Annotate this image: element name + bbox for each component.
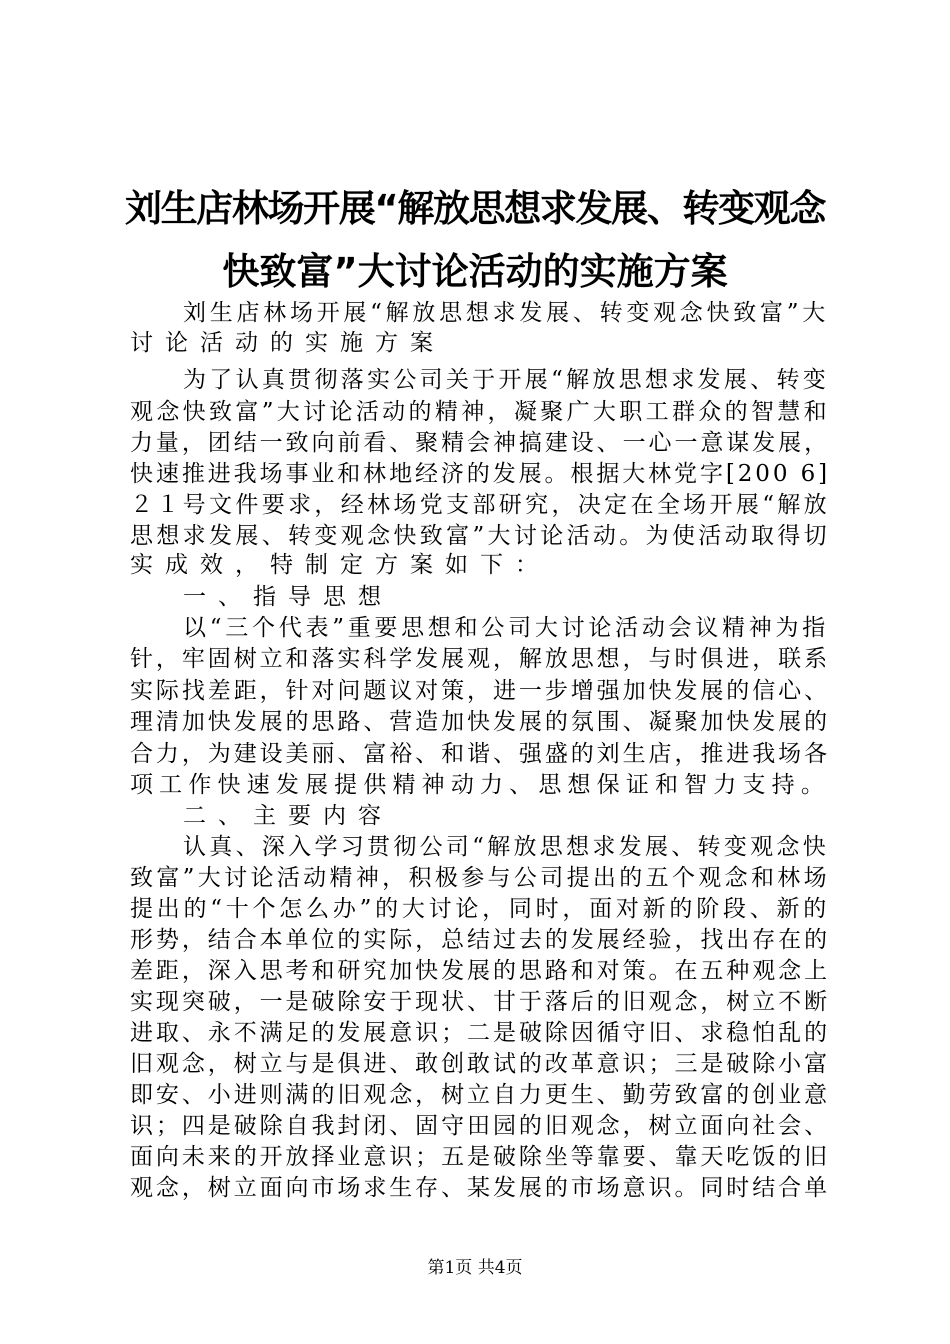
body-line: 刘生店林场开展“解放思想求发展、转变观念快致富”大 — [183, 300, 829, 326]
page-footer: 第1页 共4页 — [427, 1258, 523, 1278]
body-line: 实成效，特制定方案如下： — [130, 552, 550, 578]
body-line: 理清加快发展的思路、营造加快发展的氛围、凝聚加快发展的 — [130, 709, 830, 735]
body-line: 二、主要内容 — [183, 803, 393, 829]
body-line: 差距，深入思考和研究加快发展的思路和对策。在五种观念上 — [130, 958, 830, 984]
body-line: 讨论活动的实施方案 — [130, 330, 445, 356]
body-line: 认真、深入学习贯彻公司“解放思想求发展、转变观念快 — [183, 834, 829, 860]
body-line: 快速推进我场事业和林地经济的发展。根据大林党字[200 6] — [130, 461, 830, 487]
body-line: 合力，为建设美丽、富裕、和谐、强盛的刘生店，推进我场各 — [130, 741, 830, 767]
body-line: 思想求发展、转变观念快致富”大讨论活动。为使活动取得切 — [130, 523, 830, 549]
body-line: 识；四是破除自我封闭、固守田园的旧观念，树立面向社会、 — [130, 1113, 830, 1139]
body-line: 力量，团结一致向前看、聚精会神搞建设、一心一意谋发展， — [130, 430, 830, 456]
body-line: 实际找差距，针对问题议对策，进一步增强加快发展的信心、 — [130, 678, 830, 704]
body-line: 一、指导思想 — [183, 584, 393, 610]
body-line: 即安、小进则满的旧观念，树立自力更生、勤劳致富的创业意 — [130, 1082, 830, 1108]
body-line: 实现突破，一是破除安于现状、甘于落后的旧观念，树立不断 — [130, 989, 830, 1015]
body-line: 面向未来的开放择业意识；五是破除坐等靠要、靠天吃饭的旧 — [130, 1144, 830, 1170]
body-line: 致富”大讨论活动精神，积极参与公司提出的五个观念和林场 — [130, 865, 830, 891]
body-line: 观念，树立面向市场求生存、某发展的市场意识。同时结合单 — [130, 1175, 830, 1201]
body-line: 项工作快速发展提供精神动力、思想保证和智力支持。 — [130, 772, 830, 798]
document-title-line-1: 刘生店林场开展“解放思想求发展、转变观念 — [125, 187, 825, 230]
body-line: 为了认真贯彻落实公司关于开展“解放思想求发展、转变 — [183, 367, 829, 393]
body-line: 针，牢固树立和落实科学发展观，解放思想，与时俱进，联系 — [130, 646, 830, 672]
document-title-line-2: 快致富”大讨论活动的实施方案 — [222, 250, 728, 293]
body-line: 提出的“十个怎么办”的大讨论，同时，面对新的阶段、新的 — [130, 896, 830, 922]
body-line: 形势，结合本单位的实际，总结过去的发展经验，找出存在的 — [130, 927, 830, 953]
body-line: 进取、永不满足的发展意识；二是破除因循守旧、求稳怕乱的 — [130, 1020, 830, 1046]
body-line: 观念快致富”大讨论活动的精神，凝聚广大职工群众的智慧和 — [130, 399, 830, 425]
body-line: ２１号文件要求，经林场党支部研究，决定在全场开展“解放 — [130, 492, 830, 518]
body-line: 旧观念，树立与是俱进、敢创敢试的改革意识；三是破除小富 — [130, 1051, 830, 1077]
body-line: 以“三个代表”重要思想和公司大讨论活动会议精神为指 — [183, 615, 829, 641]
